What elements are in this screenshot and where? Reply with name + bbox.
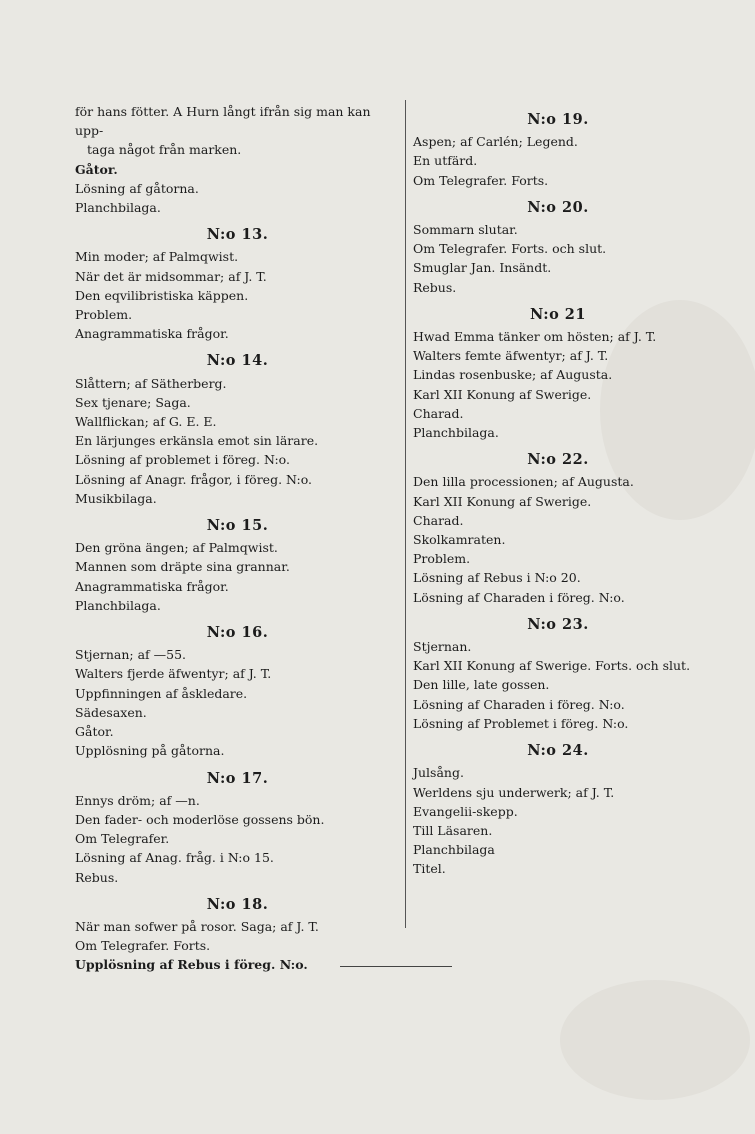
contents-entry: Den lille, late gossen. (413, 677, 550, 693)
column-divider (405, 100, 406, 928)
contents-entry: Problem. (75, 307, 133, 323)
contents-entry: Gåtor. (75, 724, 114, 740)
contents-entry: Lösning af gåtorna. (75, 180, 199, 196)
contents-entry: Uppfinningen af åskledare. (75, 685, 248, 701)
issue-heading: N:o 13. (206, 226, 269, 244)
issue-heading: N:o 21 (530, 305, 586, 323)
contents-entry: Wallflickan; af G. E. E. (75, 414, 217, 430)
contents-entry: När det är midsommar; af J. T. (75, 268, 267, 284)
contents-entry: Stjernan; af —55. (75, 647, 187, 663)
contents-entry: Walters fjerde äfwentyr; af J. T. (75, 666, 272, 682)
contents-entry: Karl XII Konung af Swerige. Forts. och slut. (413, 658, 691, 674)
contents-entry: Skolkamraten. (413, 532, 506, 548)
contents-entry: Gåtor. (75, 161, 118, 177)
contents-entry: Sex tjenare; Saga. (75, 394, 191, 410)
contents-entry: Lösning af problemet i föreg. N:o. (75, 452, 290, 468)
contents-entry: Den fader- och moderlöse gossens bön. (75, 811, 325, 827)
contents-entry: Evangelii-skepp. (413, 803, 518, 819)
contents-entry: Den lilla processionen; af Augusta. (413, 474, 634, 490)
contents-entry: Slåttern; af Sätherberg. (75, 375, 227, 391)
contents-entry: Lösning af Rebus i N:o 20. (413, 570, 581, 586)
contents-entry: Ennys dröm; af —n. (75, 792, 200, 808)
contents-entry: När man sofwer på rosor. Saga; af J. T. (75, 918, 319, 934)
contents-entry: Anagrammatiska frågor. (75, 578, 229, 594)
left-column (75, 102, 400, 975)
contents-entry: Om Telegrafer. (75, 831, 170, 847)
contents-entry: Planchbilaga. (75, 597, 161, 613)
contents-entry: Upplösning på gåtorna. (75, 743, 225, 759)
issue-heading: N:o 15. (206, 517, 269, 535)
footer-rule (340, 966, 452, 967)
contents-entry: Rebus. (75, 869, 119, 885)
contents-entry: Sädesaxen. (75, 704, 147, 720)
contents-entry: Till Läsaren. (413, 822, 493, 838)
issue-heading: N:o 16. (206, 624, 269, 642)
issue-heading: N:o 17. (206, 769, 269, 787)
contents-entry: Rebus. (413, 279, 457, 295)
contents-entry: Titel. (413, 861, 446, 877)
contents-entry: Karl XII Konung af Swerige. (413, 386, 592, 402)
contents-entry: En lärjunges erkänsla emot sin lärare. (75, 433, 319, 449)
contents-entry: Om Telegrafer. Forts. (75, 938, 211, 954)
contents-entry: Mannen som dräpte sina grannar. (75, 559, 290, 575)
contents-entry: Problem. (413, 551, 471, 567)
contents-entry: Anagrammatiska frågor. (75, 326, 229, 342)
contents-entry: Min moder; af Palmqwist. (75, 249, 239, 265)
issue-heading: N:o 18. (206, 895, 269, 913)
issue-heading: N:o 24. (527, 742, 589, 760)
contents-entry: Hwad Emma tänker om hösten; af J. T. (413, 329, 657, 345)
contents-entry: Sommarn slutar. (413, 222, 518, 238)
contents-entry: Charad. (413, 405, 464, 421)
contents-entry: Den gröna ängen; af Palmqwist. (75, 540, 278, 556)
contents-entry: Musikbilaga. (75, 490, 157, 506)
contents-entry: Smuglar Jan. Insändt. (413, 260, 552, 276)
issue-heading: N:o 22. (527, 451, 589, 469)
contents-entry: Julsång. (413, 765, 464, 781)
contents-entry: Om Telegrafer. Forts. och slut. (413, 241, 607, 257)
issue-heading: N:o 20. (527, 198, 589, 216)
contents-entry: Charad. (413, 512, 464, 528)
contents-entry: Planchbilaga. (75, 200, 161, 216)
contents-entry: Werldens sju underwerk; af J. T. (413, 784, 615, 800)
right-column (413, 102, 703, 879)
contents-entry: för hans fötter. A Hurn långt ifrån sig man kan upp- (75, 104, 371, 139)
contents-entry: Upplösning af Rebus i föreg. N:o. (75, 957, 308, 973)
contents-entry: Lösning af Anag. fråg. i N:o 15. (75, 850, 274, 866)
contents-entry: Walters femte äfwentyr; af J. T. (413, 348, 609, 364)
contents-entry: Lösning af Anagr. frågor, i föreg. N:o. (75, 471, 313, 487)
issue-heading: N:o 14. (206, 352, 269, 370)
contents-entry: Planchbilaga. (413, 425, 499, 441)
contents-entry: En utfärd. (413, 153, 478, 169)
contents-entry: Lösning af Problemet i föreg. N:o. (413, 715, 629, 731)
paper-stain (560, 980, 750, 1100)
contents-entry: Om Telegrafer. Forts. (413, 172, 549, 188)
contents-entry: Lindas rosenbuske; af Augusta. (413, 367, 613, 383)
contents-entry: Karl XII Konung af Swerige. (413, 493, 592, 509)
issue-heading: N:o 23. (527, 615, 589, 633)
contents-entry: Den eqvilibristiska käppen. (75, 287, 249, 303)
contents-entry: Aspen; af Carlén; Legend. (413, 134, 578, 150)
contents-entry: Lösning af Charaden i föreg. N:o. (413, 589, 625, 605)
contents-entry: Planchbilaga (413, 842, 495, 858)
contents-entry: Lösning af Charaden i föreg. N:o. (413, 696, 625, 712)
contents-entry: taga något från marken. (87, 142, 242, 158)
contents-entry: Stjernan. (413, 639, 472, 655)
issue-heading: N:o 19. (527, 111, 589, 128)
